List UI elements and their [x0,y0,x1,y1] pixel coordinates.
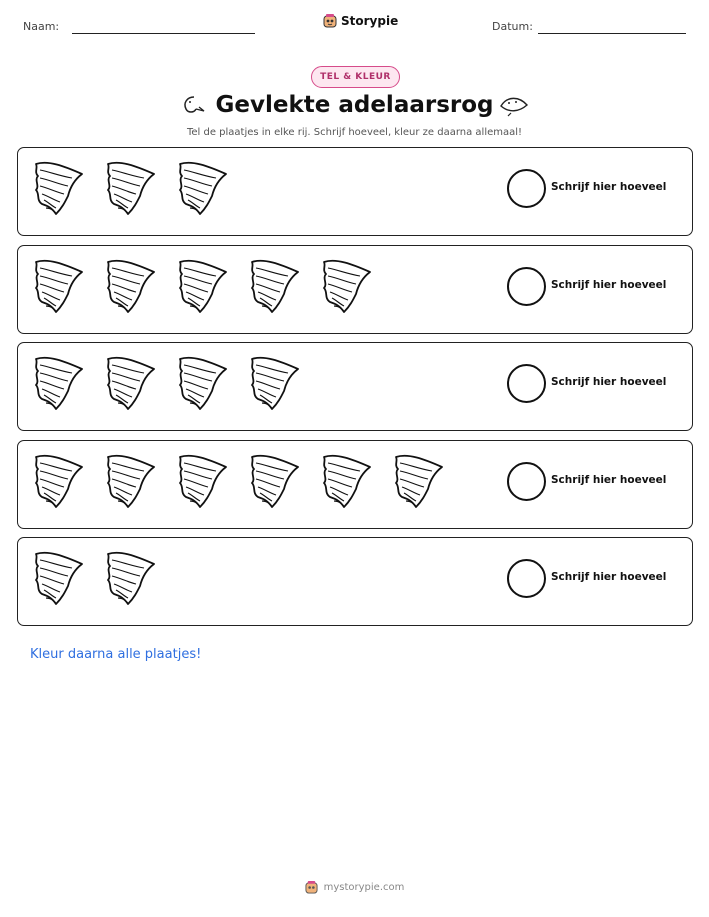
row-images [30,256,372,314]
eagle-ray-icon [30,548,84,606]
brand-name: Storypie [341,14,399,28]
answer-circle[interactable] [507,267,546,306]
row-images [30,353,300,411]
answer-circle[interactable] [507,462,546,501]
eagle-ray-icon [102,158,156,216]
row-images [30,548,156,606]
eagle-ray-icon [102,353,156,411]
eagle-ray-icon [30,353,84,411]
counting-row [17,147,693,236]
eagle-ray-icon [174,158,228,216]
eagle-ray-icon [174,256,228,314]
answer-label: Schrijf hier hoeveel [551,181,667,193]
footer-site: mystorypie.com [323,882,405,893]
row-images [30,451,444,509]
answer-circle[interactable] [507,364,546,403]
row-images [30,158,228,216]
eagle-ray-icon [102,451,156,509]
eagle-ray-icon [30,256,84,314]
eagle-ray-icon [246,353,300,411]
counting-row [17,440,693,529]
color-instruction: Kleur daarna alle plaatjes! [30,647,202,662]
brand [323,13,398,29]
counting-row [17,245,693,334]
page-subtitle: Tel de plaatjes in elke rij. Schrijf hoeveel, kleur ze daarna allemaal! [186,127,523,138]
answer-label: Schrijf hier hoeveel [551,473,667,486]
eagle-ray-icon [30,158,84,216]
eagle-ray-icon [318,256,372,314]
name-label: Naam: [23,20,60,33]
answer-label: Schrijf hier hoeveel [551,278,667,291]
eagle-ray-icon [174,353,228,411]
eagle-ray-icon [318,451,372,509]
answer-circle[interactable] [507,169,546,208]
eagle-ray-icon [246,256,300,314]
answer-circle[interactable] [507,559,546,598]
ray-doodle-icon [497,93,531,117]
date-line[interactable] [538,33,686,34]
eagle-ray-icon [102,256,156,314]
date-label: Datum: [492,20,533,33]
answer-label: Schrijf hier hoeveel [551,571,667,583]
eagle-ray-icon [30,451,84,509]
answer-label: Schrijf hier hoeveel [551,376,667,388]
counting-row [17,342,693,431]
eagle-ray-icon [174,451,228,509]
activity-badge: TEL & KLEUR [311,66,400,88]
eagle-ray-icon [246,451,300,509]
eagle-ray-icon [390,451,444,509]
counting-row [17,537,693,626]
name-line[interactable] [72,33,255,34]
eagle-ray-icon [102,548,156,606]
storypie-logo-icon [323,13,337,29]
page-title: Gevlekte adelaarsrog [215,92,494,118]
counting-rows [17,147,693,635]
footer [0,880,709,895]
storypie-logo-icon [305,880,318,895]
